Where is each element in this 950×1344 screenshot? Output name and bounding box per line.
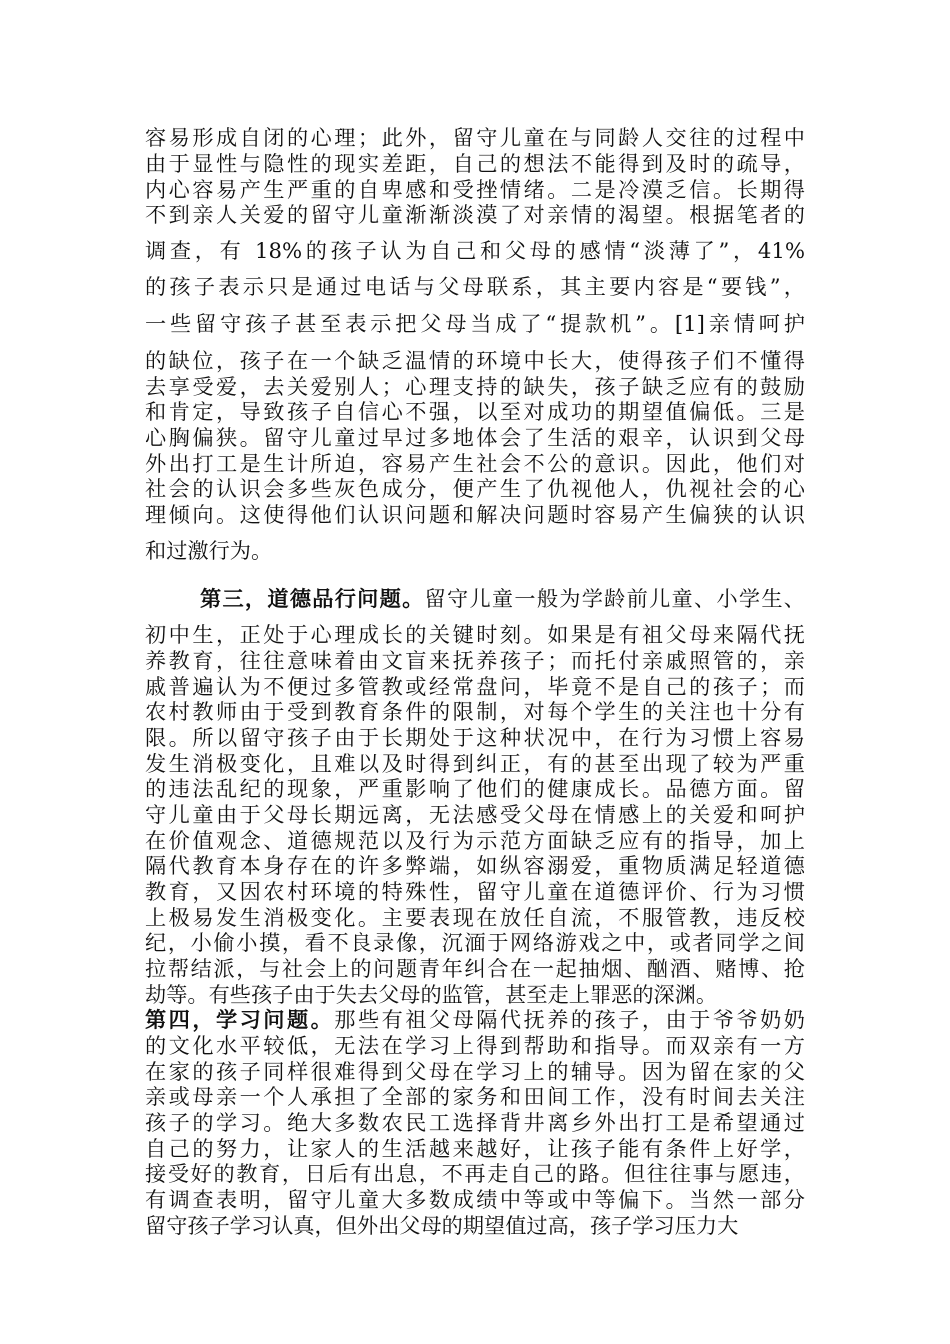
text-line: 农村教师由于受到教育条件的限制，对每个学生的关注也十分有 [145,699,805,724]
text-line: 的缺位，孩子在一个缺乏温情的环境中长大，使得孩子们不懂得 [145,348,805,373]
text-line: 留守孩子学习认真，但外出父母的期望值过高，孩子学习压力大 [145,1213,739,1238]
text-line: 的孩子表示只是通过电话与父母联系，其主要内容是“要钱”， [145,274,805,299]
text-line: 不到亲人关爱的留守儿童渐渐淡漠了对亲情的渴望。根据笔者的 [145,202,805,227]
text-line: 隔代教育本身存在的许多弊端，如纵容溺爱，重物质满足轻道德 [145,853,805,878]
text-line: 戚普遍认为不便过多管教或经常盘问，毕竟不是自己的孩子；而 [145,674,805,699]
paragraph-first-line [200,584,805,614]
text-line: 在家的孩子同样很难得到父母在学习上的辅导。因为留在家的父 [145,1059,805,1084]
text-line: 容易形成自闭的心理；此外，留守儿童在与同龄人交往的过程中 [145,125,805,150]
section-heading: 第四，学习问题。 [145,1007,335,1032]
text-run: 那些有祖父母隔代抚养的孩子，由于爷爷奶奶 [334,1007,805,1032]
text-line: 去享受爱，去关爱别人；心理支持的缺失，孩子缺乏应有的鼓励 [145,374,805,399]
text-line: 社会的认识会多些灰色成分，便产生了仇视他人，仇视社会的心 [145,476,805,501]
text-line: 心胸偏狭。留守儿童过早过多地体会了生活的艰辛，认识到父母 [145,425,805,450]
text-run: 留守儿童一般为学龄前儿童、小学生、 [424,586,805,611]
text-line: 孩子的学习。绝大多数农民工选择背井离乡外出打工是希望通过 [145,1110,805,1135]
text-line: 在价值观念、道德规范以及行为示范方面缺乏应有的指导，加上 [145,828,805,853]
text-line: 的文化水平较低，无法在学习上得到帮助和指导。而双亲有一方 [145,1033,805,1058]
text-line: 劫等。有些孩子由于失去父母的监管，甚至走上罪恶的深渊。 [145,982,718,1007]
text-line: 纪，小偷小摸，看不良录像，沉湎于网络游戏之中，或者同学之间 [145,930,805,955]
text-line: 内心容易产生严重的自卑感和受挫情绪。二是冷漠乏信。长期得 [145,177,805,202]
text-line: 和过激行为。 [145,538,273,563]
text-line: 外出打工是生计所迫，容易产生社会不公的意识。因此，他们对 [145,451,805,476]
text-line: 由于显性与隐性的现实差距，自己的想法不能得到及时的疏导， [145,151,805,176]
text-line: 教育，又因农村环境的特殊性，留守儿童在道德评价、行为习惯 [145,879,805,904]
text-line: 调查，有 18%的孩子认为自己和父母的感情“淡薄了”，41% [145,238,805,263]
text-line: 一些留守孩子甚至表示把父母当成了“提款机”。[1]亲情呵护 [145,311,805,336]
text-line: 的违法乱纪的现象，严重影响了他们的健康成长。品德方面。留 [145,776,805,801]
text-line: 养教育，往往意味着由文盲来抚养孩子；而托付亲戚照管的，亲 [145,648,805,673]
text-line: 守儿童由于父母长期远离，无法感受父母在情感上的关爱和呵护 [145,802,805,827]
text-line: 上极易发生消极变化。主要表现在放任自流，不服管教，违反校 [145,905,805,930]
text-line: 自己的努力，让家人的生活越来越好，让孩子能有条件上好学， [145,1136,805,1161]
section-heading: 第三，道德品行问题。 [200,586,425,611]
text-line: 和肯定，导致孩子自信心不强，以至对成功的期望值偏低。三是 [145,399,805,424]
text-line: 拉帮结派，与社会上的问题青年纠合在一起抽烟、酗酒、赌博、抢 [145,956,805,981]
text-line: 理倾向。这使得他们认识问题和解决问题时容易产生偏狭的认识 [145,502,805,527]
text-line: 亲或母亲一个人承担了全部的家务和田间工作，没有时间去关注 [145,1084,805,1109]
text-line: 初中生，正处于心理成长的关键时刻。如果是有祖父母来隔代抚 [145,622,805,647]
text-line: 有调查表明，留守儿童大多数成绩中等或中等偏下。当然一部分 [145,1187,805,1212]
text-line: 限。所以留守孩子由于长期处于这种状况中，在行为习惯上容易 [145,725,805,750]
text-line: 发生消极变化，且难以及时得到纠正，有的甚至出现了较为严重 [145,751,805,776]
text-line: 接受好的教育，日后有出息，不再走自己的路。但往往事与愿违， [145,1161,805,1186]
